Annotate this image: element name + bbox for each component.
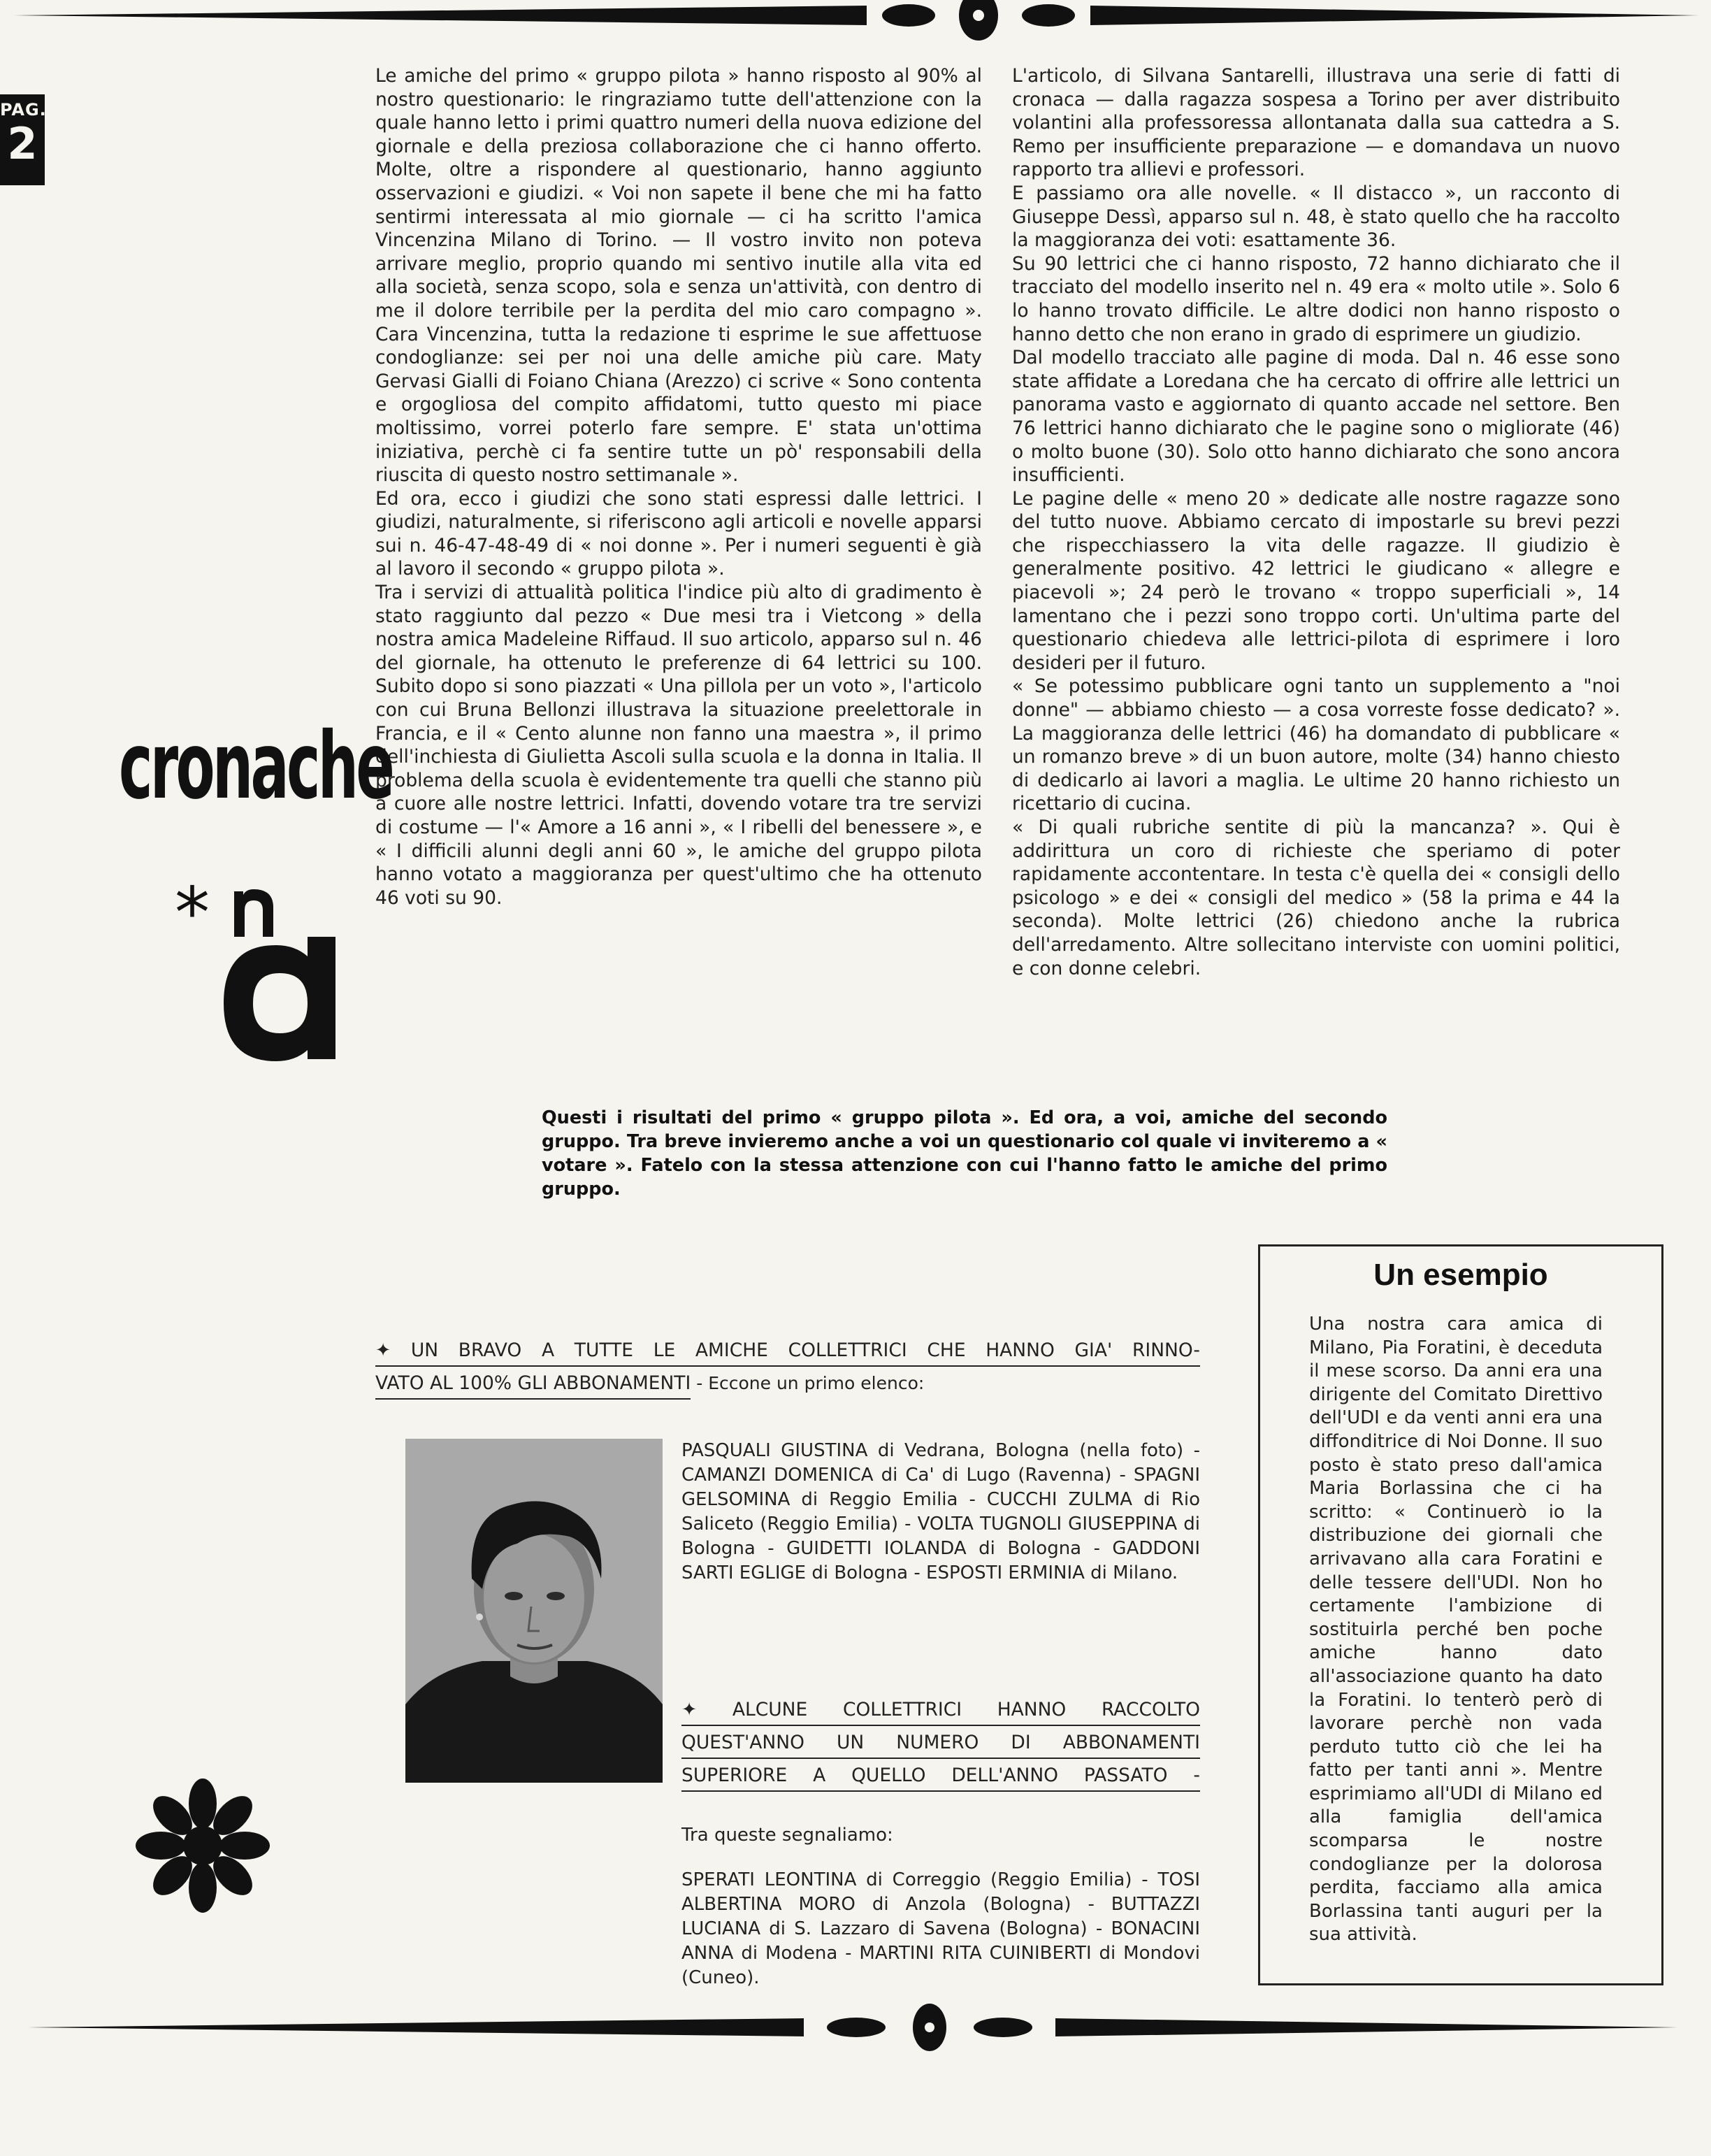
article-paragraph: L'articolo, di Silvana Santarelli, illustrava una serie di fatti di cronaca — dalla ragazza sospesa a Torino per aver distribuito volantini alla professoressa allontanata dalla sua cattedra a S. Remo per insufficiente preparazione — e domandava un nuovo rapporto tra allievi e professori. xyxy=(1012,65,1620,181)
bravo-heading xyxy=(375,1334,1200,1400)
section-title: cronache xyxy=(119,712,393,820)
logo-asterisk: * xyxy=(175,872,210,954)
decorative-asterisk xyxy=(133,1776,273,1916)
bottom-ornament-rule xyxy=(0,1996,1711,2059)
subscribers-list-increase: SPERATI LEONTINA di Correggio (Reggio Emilia) - TOSI ALBERTINA MORO di Anzola (Bologna) - BUTTAZZI LUCIANA di S. Lazzaro di Savena (Bologna) - BONACINI ANNA di Modena - MARTINI RITA CUINIBERTI di Mondovi (Cuneo). xyxy=(681,1869,1200,1988)
esempio-text: Una nostra cara amica di Milano, Pia Foratini, è deceduta il mese scorso. Da anni era una dirigente del Comitato Direttivo dell'UDI e da venti anni era una diffonditrice di Noi Donne. Il suo posto è stato preso dall'amica Maria Borlassina che ci ha scritto: « Continuerò io la distribuzione dei giornali che arrivavano alla cara Foratini e delle tessere dell'UDI. Non ho certamente l'ambizione di sostituirla perché ben poche amiche hanno dato all'associazione quanto ha dato la Foratini. Io tenterò però di lavorare perchè non vada perduto tutto ciò che lei ha fatto per tanti anni ». Mentre esprimiamo all'UDI di Milano ed alla famiglia dell'amica scomparsa le nostre condoglianze per la dolorosa perdita, facciamo alla amica Borlassina tanti auguri per la sua attività. xyxy=(1309,1314,1603,1946)
article-column-left xyxy=(375,64,982,910)
logo-n-glyph xyxy=(234,889,273,937)
article-paragraph: E passiamo ora alle novelle. « Il distacco », un racconto di Giuseppe Dessì, apparso sul n. 48, è stato quello che ha raccolto la maggioranza dei voti: esattamente 36. xyxy=(1012,182,1620,252)
closing-note: Questi i risultati del primo « gruppo pilota ». Ed ora, a voi, amiche del secondo gruppo. Tra breve invieremo anche a voi un questionario col quale vi inviteremo a « votare ». Fatelo con la stessa attenzione con cui l'hanno fatto le amiche del primo gruppo. xyxy=(542,1107,1387,1200)
article-paragraph: Ed ora, ecco i giudizi che sono stati espressi dalle lettrici. I giudizi, naturalmente, si riferiscono agli articoli e novelle apparsi sui n. 46-47-48-49 di « noi donne ». Per i numeri seguenti è già al lavoro il secondo « gruppo pilota ». xyxy=(375,487,982,580)
bravo-heading-line: VATO AL 100% GLI ABBONAMENTI xyxy=(375,1367,691,1400)
bravo-heading-tail: - Eccone un primo elenco: xyxy=(691,1373,925,1393)
article-column-right xyxy=(1012,64,1620,980)
alcune-heading-line: ✦ ALCUNE COLLETTRICI HANNO RACCOLTO xyxy=(681,1693,1200,1726)
article-paragraph: « Se potessimo pubblicare ogni tanto un supplemento a "noi donne" — abbiamo chiesto — a cosa vorreste fosse dedicato? ». La maggioranza delle lettrici (46) ha domandato di pubblicare « un romanzo breve » di un buon autore, molte (34) hanno chiesto di dedicarlo ai lavori a maglia. Le ultime 20 hanno richiesto un ricettario di cucina. xyxy=(1012,675,1620,815)
page-number-tab xyxy=(0,94,45,185)
article-paragraph: « Di quali rubriche sentite di più la mancanza? ». Qui è addirittura un coro di richieste che speriamo di poter rapidamente accontentare. In testa c'è quella dei « consigli dello psicologo » e dei « consigli del medico » (58 la prima e 44 la seconda). Molte lettrici (26) chiedono anche la rubrica dell'arredamento. Altre sollecitano interviste con uomini politici, e con donne celebri. xyxy=(1012,817,1620,979)
article-paragraph: Le pagine delle « meno 20 » dedicate alle nostre ragazze sono del tutto nuove. Abbiamo cercato di impostarle su brevi pezzi che rispecchiassero la vita delle ragazze. Il giudizio è generalmente positivo. 42 lettrici le giudicano « allegre e piacevoli »; 24 però le trovano « troppo superficiali », 14 lamentano che i pezzi sono troppo corti. Un'ultima parte del questionario chiedeva alle lettrici-pilota di esprimere i loro desideri per il futuro. xyxy=(1012,487,1620,674)
esempio-title: Un esempio xyxy=(1373,1258,1548,1292)
subscribers-list-full: PASQUALI GIUSTINA di Vedrana, Bologna (nella foto) - CAMANZI DOMENICA di Ca' di Lugo (Ravenna) - SPAGNI GELSOMINA di Reggio Emilia - CUCCHI ZULMA di Rio Saliceto (Reggio Emilia) - VOLTA TUGNOLI GIUSEPPINA di Bologna - GUIDETTI IOLANDA di Bologna - GADDONI SARTI EGLIGE di Bologna - ESPOSTI ERMINIA di Milano. xyxy=(681,1440,1200,1583)
alcune-heading-line: SUPERIORE A QUELLO DELL'ANNO PASSATO - xyxy=(681,1759,1200,1792)
bravo-heading-line: ✦ UN BRAVO A TUTTE LE AMICHE COLLETTRICI CHE HANNO GIA' RINNO- xyxy=(375,1334,1200,1367)
article-paragraph: Su 90 lettrici che ci hanno risposto, 72 hanno dichiarato che il tracciato del modello inserito nel n. 49 era « molto utile ». Solo 6 lo hanno trovato difficile. Le altre dodici non hanno risposto o hanno detto che non erano in grado di esprimere un giudizio. xyxy=(1012,252,1620,345)
esempio-sidebar-box xyxy=(1258,1244,1663,1985)
article-paragraph: Le amiche del primo « gruppo pilota » hanno risposto al 90% al nostro questionario: le ringraziamo tutte dell'attenzione con la quale hanno letto i primi quattro numeri della nuova edizione del giornale e della preziosa collaborazione che ci hanno offerto. Molte, oltre a rispondere al questionario, hanno aggiunto osservazioni e giudizi. « Voi non sapete il bene che mi ha fatto sentirmi interessata al mio giornale — ci ha scritto l'amica Vincenzina Milano di Torino. — Il vostro invito non poteva arrivare meglio, proprio quando mi sentivo inutile alla vita ed alla società, senza scopo, sola e senza un'attività, con dentro di me il dolore terribile per la perdita del mio caro compagno ». Cara Vincenzina, tutta la redazione ti esprime le sue affettuose condoglianze: sei per noi una delle amiche più care. Maty Gervasi Gialli di Foiano Chiana (Arezzo) ci scrive « Sono contenta e orgogliosa del compito affidatomi, tutto questo mi piace moltissimo, vorrei poterlo fare sempre. E' stata un'ottima iniziativa, perchè ci fa sentire tutte un pò' responsabili della riuscita di questo nostro settimanale ». xyxy=(375,65,982,487)
alcune-heading xyxy=(681,1693,1200,1792)
page-label: PAG. xyxy=(0,100,47,120)
alcune-heading-line: QUEST'ANNO UN NUMERO DI ABBONAMENTI xyxy=(681,1726,1200,1759)
noi-donne-logo xyxy=(175,860,342,1063)
top-ornament-rule xyxy=(0,0,1711,63)
alcune-intro: Tra queste segnaliamo: xyxy=(681,1825,893,1846)
article-paragraph: Tra i servizi di attualità politica l'indice più alto di gradimento è stato raggiunto dal pezzo « Due mesi tra i Vietcong » della nostra amica Madeleine Riffaud. Il suo articolo, apparso sul n. 46 del giornale, ha ottenuto le preferenze di 64 lettrici su 100. Subito dopo si sono piazzati « Una pillola per un voto », l'articolo con cui Bruna Bellonzi illustrava la situazione preelettorale in Francia, e il « Cento alunne non fanno una maestra », il primo dell'inchiesta di Giulietta Ascoli sulla scuola e la donna in Italia. Il problema della scuola è evidentemente tra quelli che stanno più a cuore alle nostre lettrici. Infatti, dovendo votare tra tre servizi di costume — l'« Amore a 16 anni », « I ribelli del benessere », e « I difficili alunni degli anni 60 », le amiche del gruppo pilota hanno votato a maggioranza per quest'ultimo che ha ottenuto 46 voti su 90. xyxy=(375,582,982,909)
logo-d-glyph xyxy=(224,937,335,1061)
page-number: 2 xyxy=(7,118,38,169)
portrait-photo xyxy=(405,1439,663,1783)
article-paragraph: Dal modello tracciato alle pagine di moda. Dal n. 46 esse sono state affidate a Loredana che ha cercato di offrire alle lettrici un panorama vasto e aggiornato di quanto accade nel settore. Ben 76 lettrici hanno dichiarato che le pagine sono o migliorate (46) o molto buone (30). Solo otto hanno dichiarato che sono ancora insufficienti. xyxy=(1012,347,1620,487)
